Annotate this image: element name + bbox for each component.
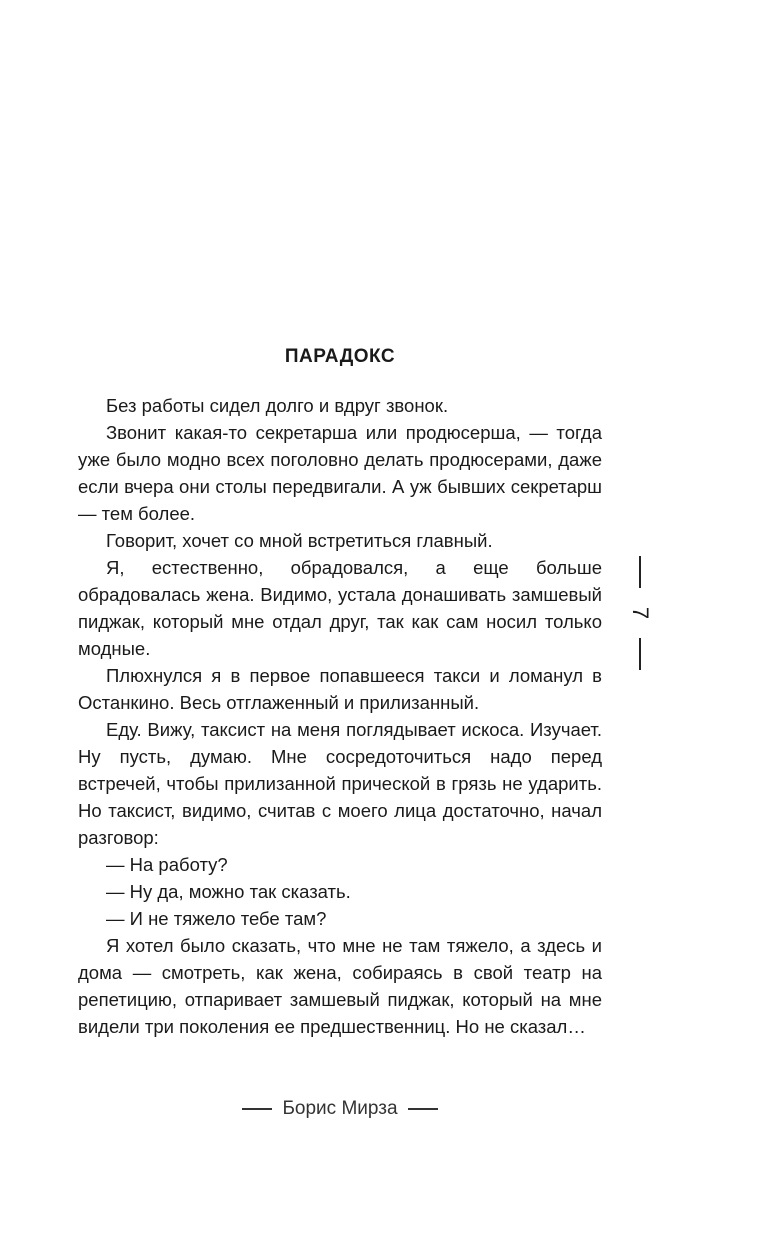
story-body (78, 392, 602, 1040)
paragraph: Еду. Вижу, таксист на меня поглядывает искоса. Изучает. Ну пусть, думаю. Мне сосредоточиться надо перед встречей, чтобы прилизанной прической в грязь не ударить. Но таксист, видимо, считав с моего лица достаточно, начал разговор: (78, 719, 602, 848)
paragraph: Плюхнулся я в первое попавшееся такси и ломанул в Останкино. Весь отглаженный и прилизанный. (78, 665, 602, 713)
paragraph: Говорит, хочет со мной встретиться главный. (106, 530, 493, 551)
dash-left (242, 1108, 272, 1110)
page-number: 7 (628, 606, 653, 620)
page-number-marker (628, 556, 652, 670)
story-title: ПАРАДОКС (284, 346, 396, 367)
author-signature (78, 1098, 602, 1120)
dialogue-line: — Ну да, можно так сказать. (106, 881, 351, 902)
paragraph: Звонит какая-то секретарша или продюсерша, — тогда уже было модно всех поголовно делать продюсерами, даже если вчера они столы передвигали. А уж бывших секретарш — тем более. (78, 422, 602, 524)
paragraph: Я хотел было сказать, что мне не там тяжело, а здесь и дома — смотреть, как жена, собираясь в свой театр на репетицию, отпаривает замшевый пиджак, который на мне видели три поколения ее предшественниц. Но не сказал… (78, 935, 602, 1037)
dash-right (408, 1108, 438, 1110)
paragraph: Я, естественно, обрадовался, а еще больше обрадовалась жена. Видимо, устала донашивать замшевый пиджак, который мне отдал друг, так как сам носил только модные. (78, 557, 602, 659)
page-number-bar-top (639, 556, 641, 588)
author-name: Борис Мирза (282, 1098, 398, 1119)
paragraph: Без работы сидел долго и вдруг звонок. (106, 395, 449, 416)
page-number-bar-bottom (639, 638, 641, 670)
dialogue-line: — На работу? (106, 854, 228, 875)
dialogue-line: — И не тяжело тебе там? (106, 908, 327, 929)
